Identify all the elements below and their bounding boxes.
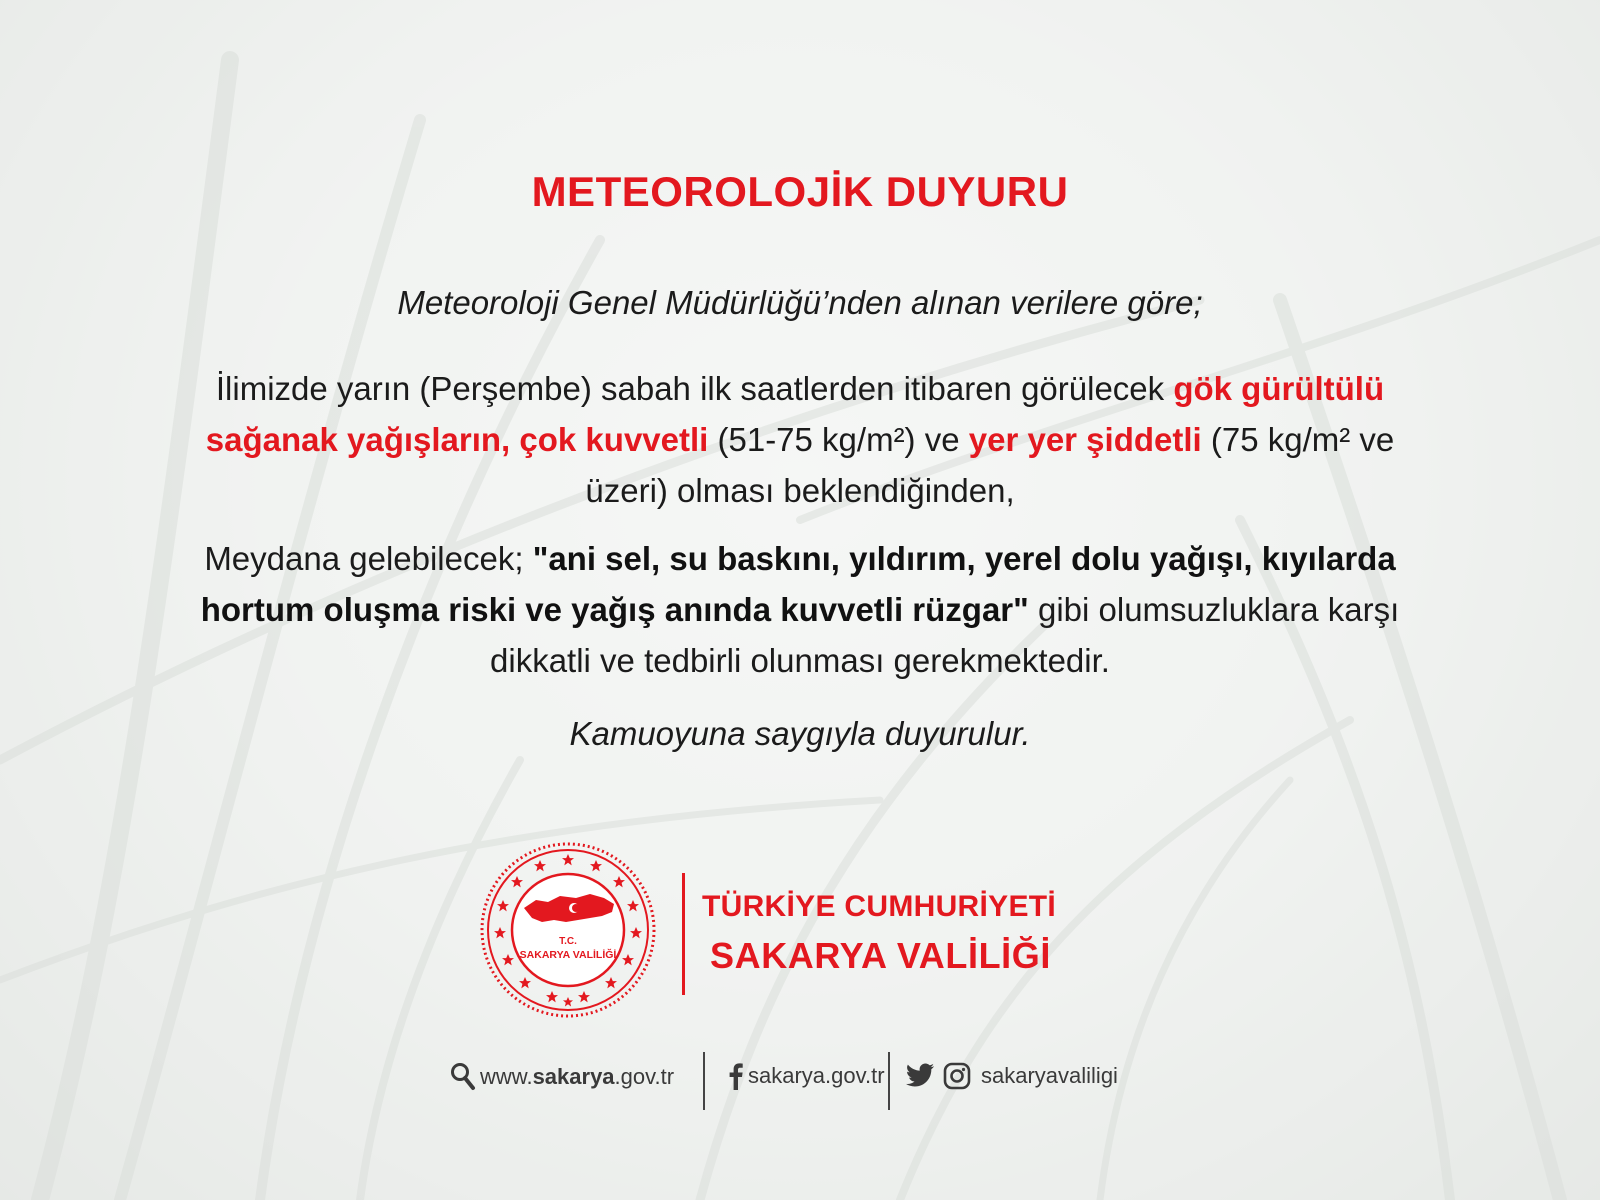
footer-contacts — [0, 1052, 1600, 1112]
warning-text-1: Meydana gelebilecek; — [204, 540, 533, 577]
facebook-icon — [728, 1062, 744, 1090]
twitter-icon — [905, 1063, 935, 1089]
social-handle-link[interactable] — [905, 1062, 1118, 1090]
warning-risks: "ani sel, su baskını, yıldırım, yerel dolu yağışı, kıyılarda hortum oluşma riski ve yağış anında kuvvetli rüzgar" — [200, 540, 1396, 628]
logo-divider — [682, 873, 685, 995]
announcement-title: METEOROLOJİK DUYURU — [531, 168, 1069, 215]
seal-text-name: SAKARYA VALİLİĞİ — [519, 949, 617, 961]
forecast-text-2: (51-75 kg/m²) ve — [708, 421, 969, 458]
website-text: www.sakarya.gov.tr — [480, 1064, 675, 1089]
footer-separator-2 — [888, 1052, 890, 1110]
website-link[interactable] — [450, 1062, 674, 1092]
forecast-highlight-2: yer yer şiddetli — [968, 421, 1202, 458]
facebook-link[interactable] — [728, 1062, 885, 1090]
governorship-seal-logo — [478, 840, 658, 1020]
warning-text-2: gibi olumsuzluklara karşı dikkatli ve tedbirli olunması gerekmektedir. — [490, 591, 1400, 679]
intro-text: Meteoroloji Genel Müdürlüğü’nden alınan verilere göre; — [397, 284, 1203, 321]
paragraph-forecast — [170, 363, 1430, 516]
social-handle-text: sakaryavaliligi — [981, 1063, 1118, 1088]
org-line-1: TÜRKİYE CUMHURİYETİ — [702, 890, 1057, 923]
search-icon — [450, 1062, 476, 1092]
facebook-text: sakarya.gov.tr — [748, 1063, 885, 1088]
forecast-highlight-1: gök gürültülü sağanak yağışların, çok kuvvetli — [205, 370, 1385, 458]
paragraph-warning — [170, 533, 1430, 686]
instagram-icon — [943, 1062, 971, 1090]
org-line-2: SAKARYA VALİLİĞİ — [710, 935, 1051, 976]
closing-text: Kamuoyuna saygıyla duyurulur. — [569, 715, 1031, 752]
forecast-text-1: İlimizde yarın (Perşembe) sabah ilk saatlerden itibaren görülecek — [215, 370, 1174, 407]
seal-text-tc: T.C. — [559, 936, 577, 947]
footer-separator-1 — [703, 1052, 705, 1110]
forecast-text-3: (75 kg/m² ve üzeri) olması beklendiğinden, — [585, 421, 1395, 509]
